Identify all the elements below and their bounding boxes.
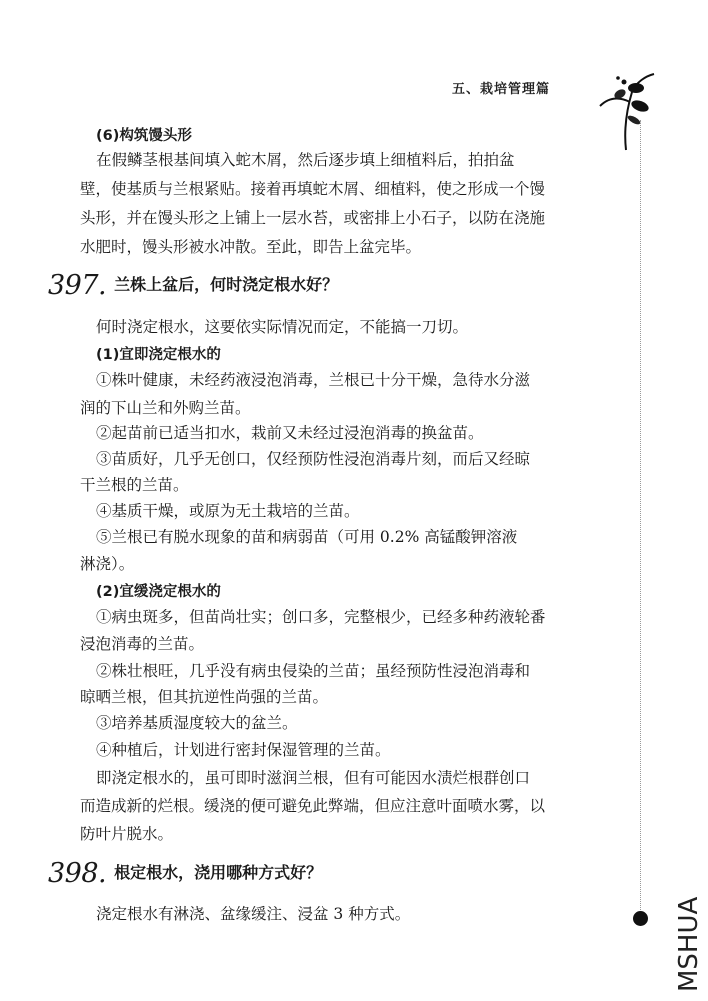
q397-sub2-line: 浸泡消毒的兰苗。 <box>80 635 205 653</box>
q397-sub2-line: 晾晒兰根，但其抗逆性尚强的兰苗。 <box>80 688 329 706</box>
q397-sub1-line: ④基质干燥，或原为无土栽培的兰苗。 <box>96 502 360 520</box>
q397-intro: 何时浇定根水，这要依实际情况而定，不能搞一刀切。 <box>96 318 469 336</box>
question-title: 根定根水，浇用哪种方式好？ <box>114 863 323 882</box>
q397-sub1-heading: (1)宜即浇定根水的 <box>96 347 221 363</box>
question-number: 397. <box>48 270 107 301</box>
q397-sub2-line: 防叶片脱水。 <box>80 825 174 843</box>
orchid-ornament-icon <box>596 62 656 152</box>
q397-sub1-line: 淋浇）。 <box>80 555 135 573</box>
q397-sub2-line: ③培养基质湿度较大的盆兰。 <box>96 714 298 732</box>
question-397-heading <box>48 270 338 301</box>
q397-sub1-line: 干兰根的兰苗。 <box>80 476 189 494</box>
q398-intro: 浇定根水有淋浇、盆缘缓注、浸盆 3 种方式。 <box>96 905 411 923</box>
q397-sub1-line: ②起苗前已适当扣水，栽前又未经过浸泡消毒的换盆苗。 <box>96 424 484 442</box>
q397-sub2-line: 而造成新的烂根。缓浇的便可避免此弊端，但应注意叶面喷水雾，以 <box>80 797 546 815</box>
question-title: 兰株上盆后，何时浇定根水好？ <box>114 275 339 294</box>
running-header: 五、栽培管理篇 <box>452 82 551 97</box>
watermark <box>665 880 705 995</box>
section6-heading: (6)构筑馒头形 <box>96 128 192 144</box>
q397-sub1-line: 润的下山兰和外购兰苗。 <box>80 399 251 417</box>
section6-line: 头形，并在馒头形之上铺上一层水苔，或密排上小石子，以防在浇施 <box>80 209 546 227</box>
watermark-text: MSHUA <box>674 896 704 992</box>
section6-line: 在假鳞茎根基间填入蛇木屑，然后逐步填上细植料后，拍拍盆 <box>96 151 515 169</box>
q397-sub2-line: ②株壮根旺，几乎没有病虫侵染的兰苗；虽经预防性浸泡消毒和 <box>96 662 531 680</box>
q397-sub2-line: ①病虫斑多，但苗尚壮实；创口多，完整根少，已经多种药液轮番 <box>96 608 546 626</box>
question-398-heading <box>48 858 322 889</box>
q397-sub1-line: ③苗质好，几乎无创口，仅经预防性浸泡消毒片刻，而后又经晾 <box>96 450 531 468</box>
question-number: 398. <box>48 858 107 889</box>
section6-line: 壁，使基质与兰根紧贴。接着再填蛇木屑、细植料，使之形成一个馒 <box>80 180 546 198</box>
q397-sub2-heading: (2)宜缓浇定根水的 <box>96 584 221 600</box>
page-marker-dot <box>633 911 648 926</box>
q397-sub1-line: ①株叶健康，未经药液浸泡消毒，兰根已十分干燥，急待水分滋 <box>96 371 531 389</box>
q397-sub2-line: ④种植后，计划进行密封保湿管理的兰苗。 <box>96 741 391 759</box>
q397-sub2-line: 即浇定根水的，虽可即时滋润兰根，但有可能因水渍烂根群创口 <box>96 769 531 787</box>
q397-sub1-line: ⑤兰根已有脱水现象的苗和病弱苗（可用 0.2% 高锰酸钾溶液 <box>96 528 518 546</box>
section6-line: 水肥时，馒头形被水冲散。至此，即告上盆完毕。 <box>80 238 422 256</box>
margin-dotted-rule <box>640 120 641 910</box>
